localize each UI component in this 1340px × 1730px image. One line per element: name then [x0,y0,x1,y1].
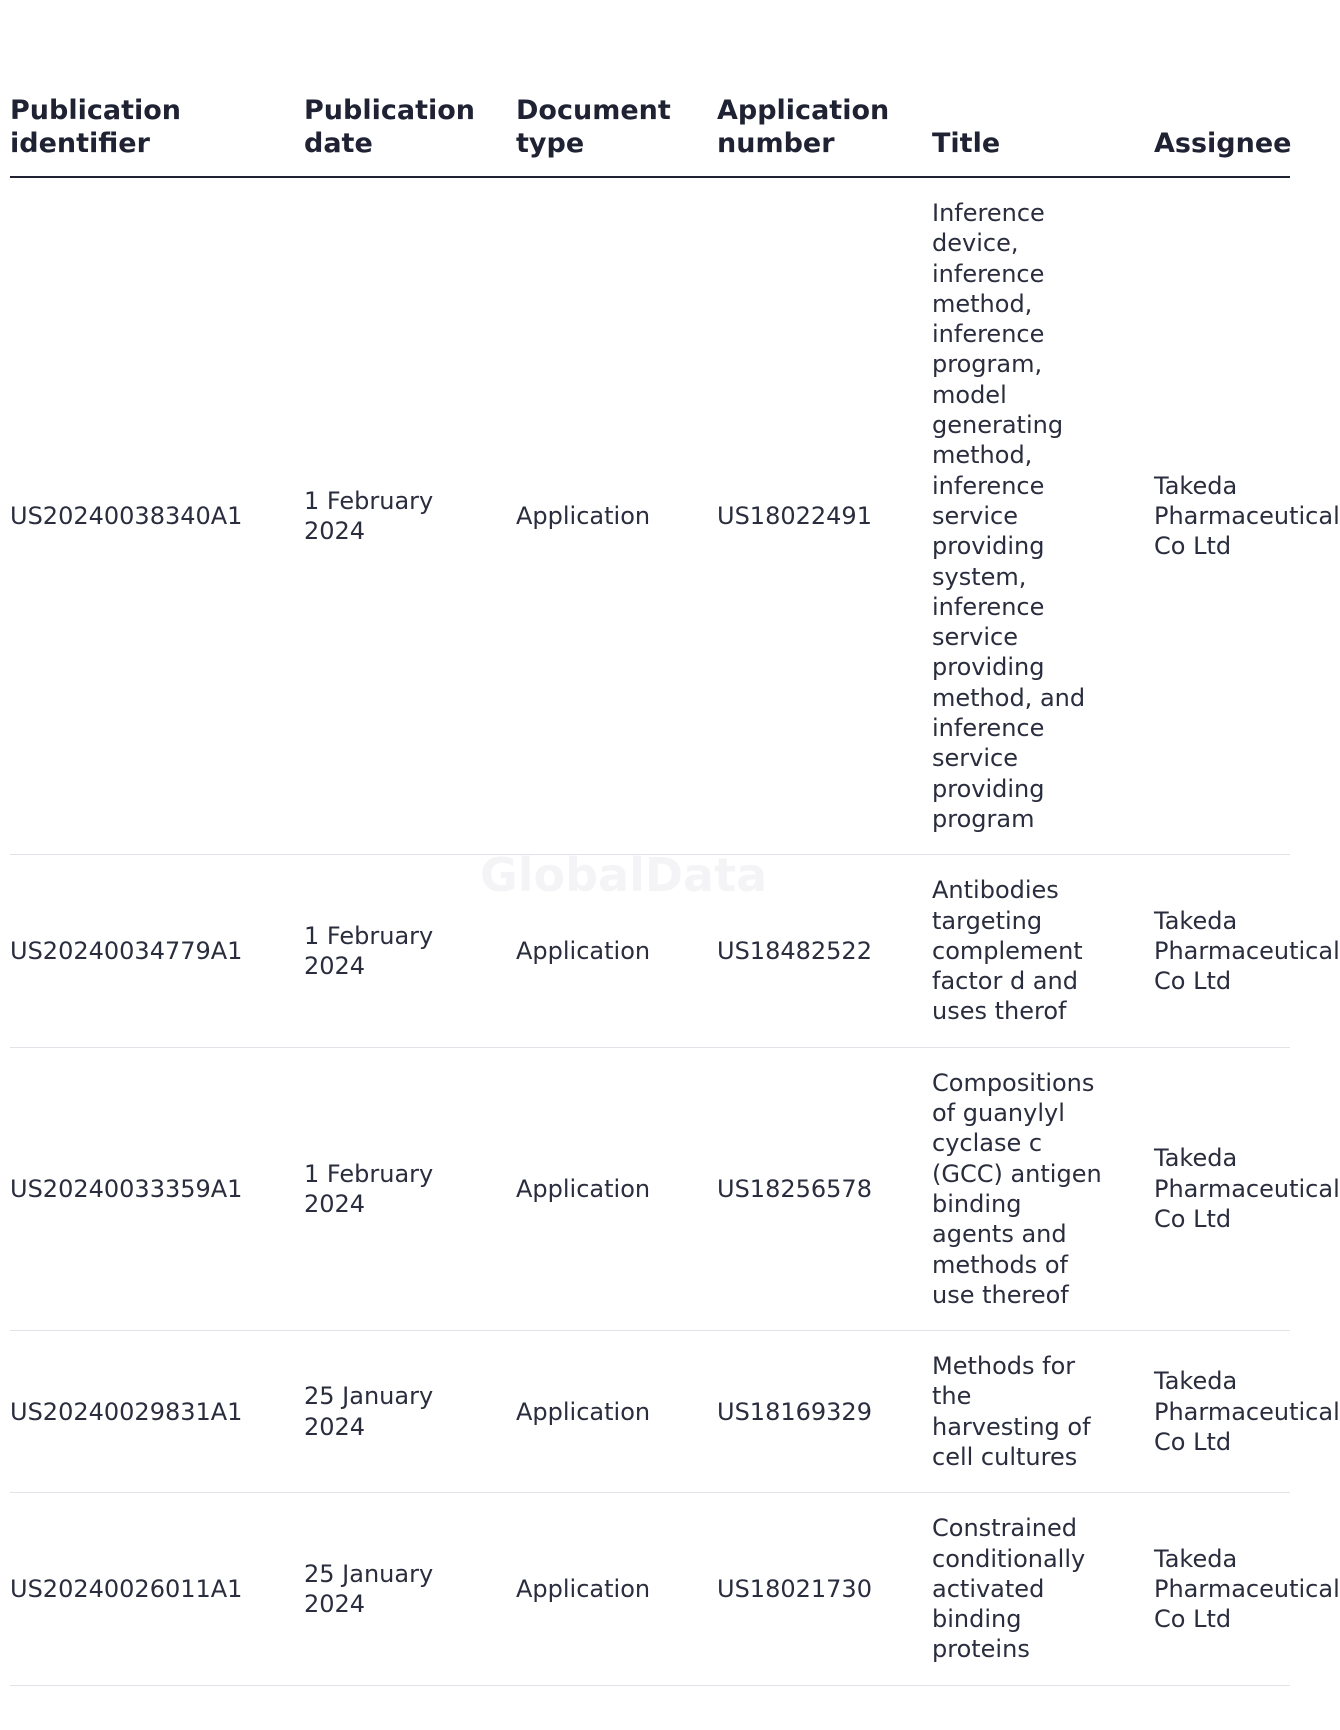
cell-document-type: Application [516,1047,717,1330]
cell-publication-date: 1 February 2024 [304,855,516,1047]
cell-document-type: Application [516,855,717,1047]
cell-publication-date: 1 February 2024 [304,1047,516,1330]
cell-publication-identifier: US20240038340A1 [10,177,304,855]
table-header [10,0,1290,177]
table-row [10,855,1290,1047]
watermark: GlobalData [480,848,768,902]
cell-document-type: Application [516,177,717,855]
header-publication-identifier: Publication identifier [10,0,304,177]
cell-publication-date: 25 January 2024 [304,1331,516,1493]
cell-publication-identifier: US20240026011A1 [10,1493,304,1685]
cell-assignee: Takeda Pharmaceutical Co Ltd [1154,1331,1290,1493]
cell-application-number: US18021730 [717,1493,932,1685]
header-title: Title [932,0,1154,177]
header-application-number: Application number [717,0,932,177]
cell-title: Inference device, inference method, inference program, model generating method, inference service providing system, inference service providing method, and inference service providing program [932,177,1154,855]
cell-assignee: Takeda Pharmaceutical Co Ltd [1154,1047,1290,1330]
header-publication-date: Publication date [304,0,516,177]
cell-title: Compositions of guanylyl cyclase c (GCC) antigen binding agents and methods of use thereof [932,1047,1154,1330]
cell-application-number: US18482522 [717,855,932,1047]
table-row [10,1047,1290,1330]
cell-application-number: US18256578 [717,1047,932,1330]
header-row [10,0,1290,177]
cell-publication-identifier: US20240029831A1 [10,1331,304,1493]
cell-document-type: Application [516,1493,717,1685]
cell-document-type: Application [516,1331,717,1493]
cell-publication-date: 1 February 2024 [304,177,516,855]
cell-publication-date: 25 January 2024 [304,1493,516,1685]
cell-application-number: US18169329 [717,1331,932,1493]
cell-publication-identifier: US20240033359A1 [10,1047,304,1330]
table-body [10,177,1340,1685]
header-document-type: Document type [516,0,717,177]
cell-assignee: Takeda Pharmaceutical Co Ltd [1154,177,1290,855]
header-assignee: Assignee [1154,0,1290,177]
cell-publication-identifier: US20240034779A1 [10,855,304,1047]
cell-assignee: Takeda Pharmaceutical Co Ltd [1154,855,1290,1047]
cell-title: Antibodies targeting complement factor d and uses therof [932,855,1154,1047]
patents-table [10,0,1340,1686]
table-row [10,177,1290,855]
table-row [10,1331,1290,1493]
cell-assignee: Takeda Pharmaceutical Co Ltd [1154,1493,1290,1685]
cell-application-number: US18022491 [717,177,932,855]
patents-table-container [10,0,1340,1686]
cell-title: Constrained conditionally activated binding proteins [932,1493,1154,1685]
cell-title: Methods for the harvesting of cell cultures [932,1331,1154,1493]
table-row [10,1493,1290,1685]
